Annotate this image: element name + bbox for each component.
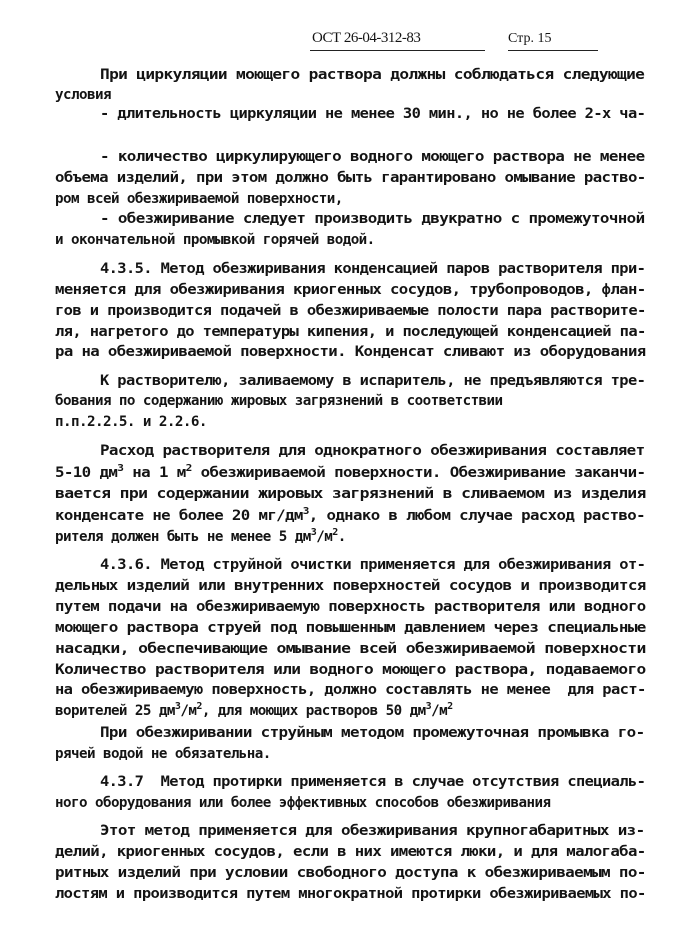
text-line: условия <box>55 87 111 103</box>
text-line: гов и производится подачей в обезжириваемые полости пара растворите- <box>55 303 646 319</box>
text-line: объема изделий, при этом должно быть гарантировано омывание раство- <box>55 170 646 186</box>
text-line: дельных изделий или внутренних поверхностей сосудов и производится <box>55 578 646 594</box>
text-line: вается при содержании жировых загрязнений в сливаемом из изделия <box>55 486 646 502</box>
text-line: Расход растворителя для однократного обезжиривания составляет <box>100 443 645 459</box>
standard-code: ОСТ 26-04-312-83 <box>312 30 421 46</box>
text-line: 4.3.7 Метод протирки применяется в случае отсутствия специаль- <box>100 774 646 790</box>
text-line <box>55 528 346 546</box>
text-line: и окончательной промывкой горячей водой. <box>55 232 375 248</box>
text-line: 4.3.5. Метод обезжиривания конденсацией паров растворителя при- <box>100 261 646 277</box>
text-line: делий, криогенных сосудов, если в них имеются люки, и для малогаба- <box>55 844 646 860</box>
page-number-underline <box>508 50 598 51</box>
superscript: 3 <box>117 463 124 474</box>
superscript: 3 <box>310 527 317 538</box>
text-line <box>55 464 645 482</box>
text-line: Количество растворителя или водного моющего раствора, подаваемого <box>55 662 646 678</box>
text-line: путем подачи на обезжириваемую поверхность растворителя или водного <box>55 599 646 615</box>
text-span: /м <box>316 529 333 545</box>
text-line: - обезжиривание следует производить двукратно с промежуточной <box>100 211 645 227</box>
text-line: ритных изделий при условии свободного доступа к обезжириваемым по- <box>55 865 646 881</box>
text-line: К растворителю, заливаемому в испаритель, не предъявляются тре- <box>100 373 646 389</box>
text-line: 4.3.6. Метод струйной очистки применяется для обезжиривания от- <box>100 557 646 573</box>
text-span: , для моющих растворов 50 дм <box>201 703 426 719</box>
text-line: лостям и производится путем многократной протирки обезжириваемых по- <box>55 886 646 902</box>
page-number: Стр. 15 <box>508 31 552 46</box>
text-line <box>55 507 645 525</box>
text-span: /м <box>180 703 197 719</box>
text-span: рителя должен быть не менее 5 дм <box>55 529 311 545</box>
text-line: - количество циркулирующего водного моющего раствора не менее <box>100 149 645 165</box>
text-line: насадки, обеспечивающие омывание всей обезжириваемой поверхности <box>55 641 646 657</box>
text-line: ра на обезжириваемой поверхности. Конденсат сливают из оборудования <box>55 344 646 360</box>
text-line: При циркуляции моющего раствора должны соблюдаться следующие <box>100 67 645 83</box>
text-line: При обезжиривании струйным методом промежуточная промывка го- <box>100 725 645 741</box>
text-span: на 1 м <box>123 465 186 481</box>
text-line: бования по содержанию жировых загрязнений в соответствии <box>55 393 503 409</box>
text-line: на обезжириваемую поверхность, должно составлять не менее для раст- <box>55 682 646 698</box>
superscript: 3 <box>174 701 181 712</box>
text-span: конденсате не более 20 мг/дм <box>55 508 303 524</box>
text-span: , однако в любом случае расход раство- <box>308 508 645 524</box>
text-line: ля, нагретого до температуры кипения, и последующей конденсацией па- <box>55 324 646 340</box>
text-line: Этот метод применяется для обезжиривания крупногабаритных из- <box>100 823 645 839</box>
text-line: ного оборудования или более эффективных способов обезжиривания <box>55 795 551 811</box>
superscript: 2 <box>185 463 192 474</box>
text-span: /м <box>431 703 448 719</box>
header-underline <box>310 50 485 51</box>
superscript: 2 <box>332 527 338 538</box>
text-line <box>55 702 453 720</box>
text-span: 5-10 дм <box>55 465 118 481</box>
superscript: 2 <box>447 701 453 712</box>
text-line: рячей водой не обязательна. <box>55 746 271 762</box>
text-span: ворителей 25 дм <box>55 703 175 719</box>
text-line: меняется для обезжиривания криогенных сосудов, трубопроводов, флан- <box>55 282 646 298</box>
text-line: - длительность циркуляции не менее 30 мин., но не более 2-х ча- <box>100 106 646 122</box>
superscript: 3 <box>425 701 432 712</box>
text-span: обезжириваемой поверхности. Обезжиривание заканчи- <box>191 465 646 481</box>
text-line: ром всей обезжириваемой поверхности, <box>55 191 343 207</box>
text-line: п.п.2.2.5. и 2.2.6. <box>55 414 207 430</box>
text-line: моющего раствора струей под повышенным давлением через специальные <box>55 620 646 636</box>
text-span: . <box>337 529 346 545</box>
superscript: 2 <box>196 701 202 712</box>
superscript: 3 <box>302 506 309 517</box>
